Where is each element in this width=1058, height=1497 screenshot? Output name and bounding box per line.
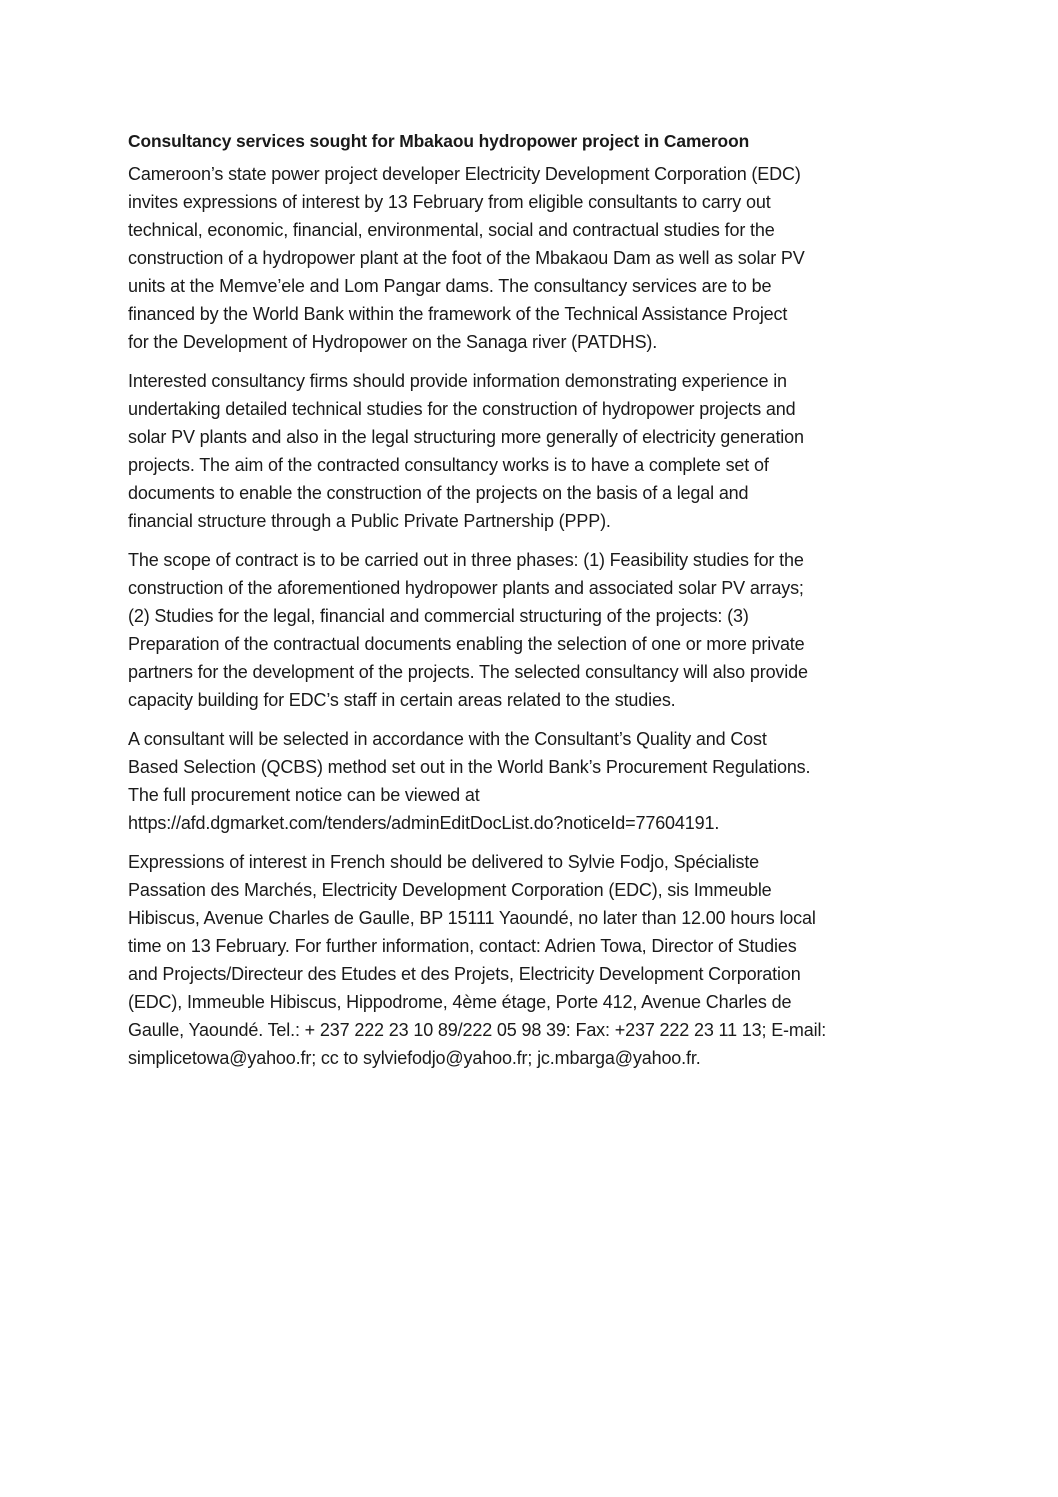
text-line: Based Selection (QCBS) method set out in the World Bank’s Procurement Regulations. xyxy=(128,757,811,777)
text-line: Cameroon’s state power project developer Electricity Development Corporation (EDC) xyxy=(128,164,801,184)
text-line: capacity building for EDC’s staff in certain areas related to the studies. xyxy=(128,690,676,710)
text-line: partners for the development of the projects. The selected consultancy will also provide xyxy=(128,662,808,682)
text-line: projects. The aim of the contracted consultancy works is to have a complete set of xyxy=(128,455,769,475)
text-line: (EDC), Immeuble Hibiscus, Hippodrome, 4ème étage, Porte 412, Avenue Charles de xyxy=(128,992,792,1012)
text-line: undertaking detailed technical studies for the construction of hydropower projects and xyxy=(128,399,796,419)
paragraph-contact xyxy=(128,848,948,1072)
text-line: documents to enable the construction of the projects on the basis of a legal and xyxy=(128,483,749,503)
text-line: financed by the World Bank within the framework of the Technical Assistance Project xyxy=(128,304,788,324)
text-line: https://afd.dgmarket.com/tenders/adminEditDocList.do?noticeId=77604191. xyxy=(128,813,720,833)
text-line: (2) Studies for the legal, financial and commercial structuring of the projects: (3) xyxy=(128,606,749,626)
text-line: solar PV plants and also in the legal structuring more generally of electricity generation xyxy=(128,427,804,447)
article-body xyxy=(128,160,948,1072)
document-page xyxy=(128,128,948,1083)
text-line: invites expressions of interest by 13 February from eligible consultants to carry out xyxy=(128,192,771,212)
text-line: time on 13 February. For further information, contact: Adrien Towa, Director of Studies xyxy=(128,936,797,956)
text-line: The full procurement notice can be viewed at xyxy=(128,785,480,805)
text-line: simplicetowa@yahoo.fr; cc to sylviefodjo@yahoo.fr; jc.mbarga@yahoo.fr. xyxy=(128,1048,701,1068)
text-line: technical, economic, financial, environmental, social and contractual studies for the xyxy=(128,220,775,240)
text-line: construction of a hydropower plant at the foot of the Mbakaou Dam as well as solar PV xyxy=(128,248,805,268)
text-line: Gaulle, Yaoundé. Tel.: + 237 222 23 10 89/222 05 98 39: Fax: +237 222 23 11 13; E-mail: xyxy=(128,1020,827,1040)
text-line: Preparation of the contractual documents enabling the selection of one or more private xyxy=(128,634,805,654)
text-line: Expressions of interest in French should be delivered to Sylvie Fodjo, Spécialiste xyxy=(128,852,760,872)
text-line: A consultant will be selected in accordance with the Consultant’s Quality and Cost xyxy=(128,729,767,749)
text-line: units at the Memve’ele and Lom Pangar dams. The consultancy services are to be xyxy=(128,276,772,296)
paragraph-intro xyxy=(128,160,948,356)
text-line: The scope of contract is to be carried out in three phases: (1) Feasibility studies for the xyxy=(128,550,804,570)
text-line: financial structure through a Public Private Partnership (PPP). xyxy=(128,511,611,531)
text-line: Interested consultancy firms should provide information demonstrating experience in xyxy=(128,371,787,391)
article-title: Consultancy services sought for Mbakaou hydropower project in Cameroon xyxy=(128,131,750,151)
paragraph-scope xyxy=(128,546,948,714)
paragraph-selection xyxy=(128,725,948,837)
text-line: Hibiscus, Avenue Charles de Gaulle, BP 15111 Yaoundé, no later than 12.00 hours local xyxy=(128,908,816,928)
text-line: construction of the aforementioned hydropower plants and associated solar PV arrays; xyxy=(128,578,804,598)
text-line: and Projects/Directeur des Etudes et des Projets, Electricity Development Corporation xyxy=(128,964,801,984)
text-line: Passation des Marchés, Electricity Development Corporation (EDC), sis Immeuble xyxy=(128,880,772,900)
text-line: for the Development of Hydropower on the Sanaga river (PATDHS). xyxy=(128,332,658,352)
paragraph-requirements xyxy=(128,367,948,535)
